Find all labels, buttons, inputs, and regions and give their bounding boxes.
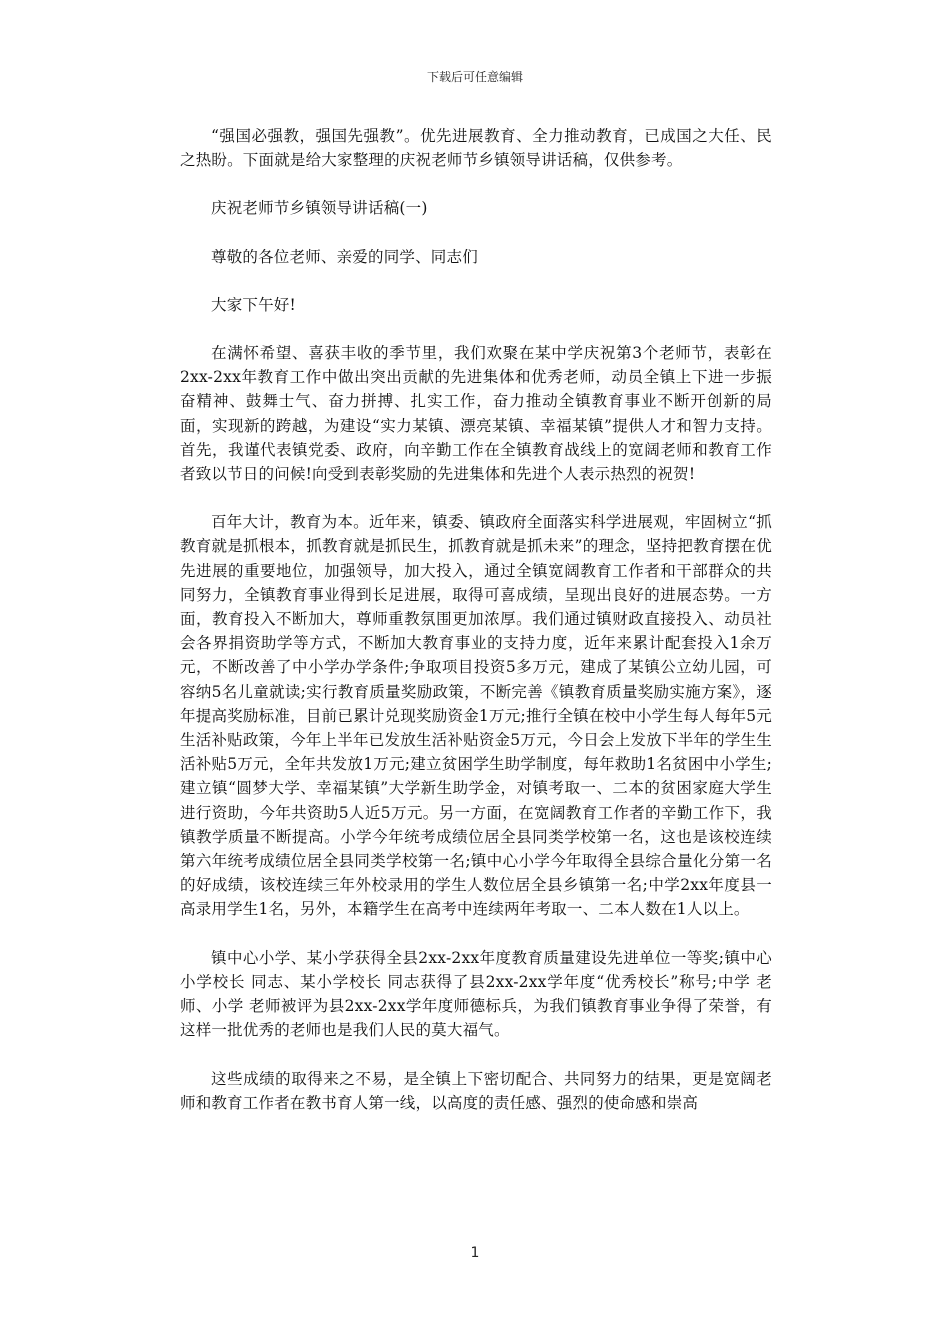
document-body — [180, 124, 772, 1115]
body-paragraph: 这些成绩的取得来之不易，是全镇上下密切配合、共同努力的结果，更是宽阔老师和教育工作者在教书育人第一线，以高度的责任感、强烈的使命感和崇高 — [180, 1069, 772, 1112]
salutation: 尊敬的各位老师、亲爱的同学、同志们 — [211, 247, 478, 266]
speech-title: 庆祝老师节乡镇领导讲话稿(一) — [211, 199, 428, 218]
page-header: 下载后可任意编辑 — [426, 70, 523, 84]
body-paragraph: 在满怀希望、喜获丰收的季节里，我们欢聚在某中学庆祝第3个老师节，表彰在2xx-2xx年教育工作中做出突出贡献的先进集体和优秀老师，动员全镇上下进一步振奋精神、鼓舞士气、奋力拼搏、扎实工作，奋力推动全镇教育事业不断开创新的局面，实现新的跨越，为建设“实力某镇、漂亮某镇、幸福某镇”提供人才和智力支持。首先，我谨代表镇党委、政府，向辛勤工作在全镇教育战线上的宽阔老师和教育工作者致以节日的问候!向受到表彰奖励的先进集体和先进个人表示热烈的祝贺! — [180, 344, 772, 484]
greeting: 大家下午好! — [211, 295, 296, 314]
intro-paragraph: “强国必强教，强国先强教”。优先进展教育、全力推动教育，已成国之大任、民之热盼。下面就是给大家整理的庆祝老师节乡镇领导讲话稿，仅供参考。 — [180, 127, 772, 170]
body-paragraph: 百年大计，教育为本。近年来，镇委、镇政府全面落实科学进展观，牢固树立“抓教育就是抓根本，抓教育就是抓民生，抓教育就是抓未来”的理念，坚持把教育摆在优先进展的重要地位，加强领导，加大投入，通过全镇宽阔教育工作者和干部群众的共同努力，全镇教育事业得到长足进展，取得可喜成绩，呈现出良好的进展态势。一方面，教育投入不断加大，尊师重教氛围更加浓厚。我们通过镇财政直接投入、动员社会各界捐资助学等方式，不断加大教育事业的支持力度，近年来累计配套投入1余万元，不断改善了中小学办学条件;争取项目投资5多万元，建成了某镇公立幼儿园，可容纳5名儿童就读;实行教育质量奖励政策，不断完善《镇教育质量奖励实施方案》，逐年提高奖励标准，目前已累计兑现奖励资金1万元;推行全镇在校中小学生每人每年5元生活补贴政策，今年上半年已发放生活补贴资金5万元，今日会上发放下半年的学生生活补贴5万元，全年共发放1万元;建立贫困学生助学制度，每年救助1名贫困中小学生;建立镇“圆梦大学、幸福某镇”大学新生助学金，对镇考取一、二本的贫困家庭大学生进行资助，今年共资助5人近5万元。另一方面，在宽阔教育工作者的辛勤工作下，我镇教学质量不断提高。小学今年统考成绩位居全县同类学校第一名，这也是该校连续第六年统考成绩位居全县同类学校第一名;镇中心小学今年取得全县综合量化分第一名的好成绩，该校连续三年外校录用的学生人数位居全县乡镇第一名;中学2xx年度县一高录用学生1名，另外，本籍学生在高考中连续两年考取一、二本人数在1人以上。 — [180, 513, 772, 919]
page-number: 1 — [470, 1245, 480, 1261]
body-paragraph: 镇中心小学、某小学获得全县2xx-2xx年度教育质量建设先进单位一等奖;镇中心小学校长 同志、某小学校长 同志获得了县2xx-2xx学年度“优秀校长”称号;中学 老师、小学 老师被评为县2xx-2xx学年度师德标兵，为我们镇教育事业争得了荣誉，有这样一批优秀的老师也是我们人民的莫大福气。 — [180, 948, 772, 1040]
